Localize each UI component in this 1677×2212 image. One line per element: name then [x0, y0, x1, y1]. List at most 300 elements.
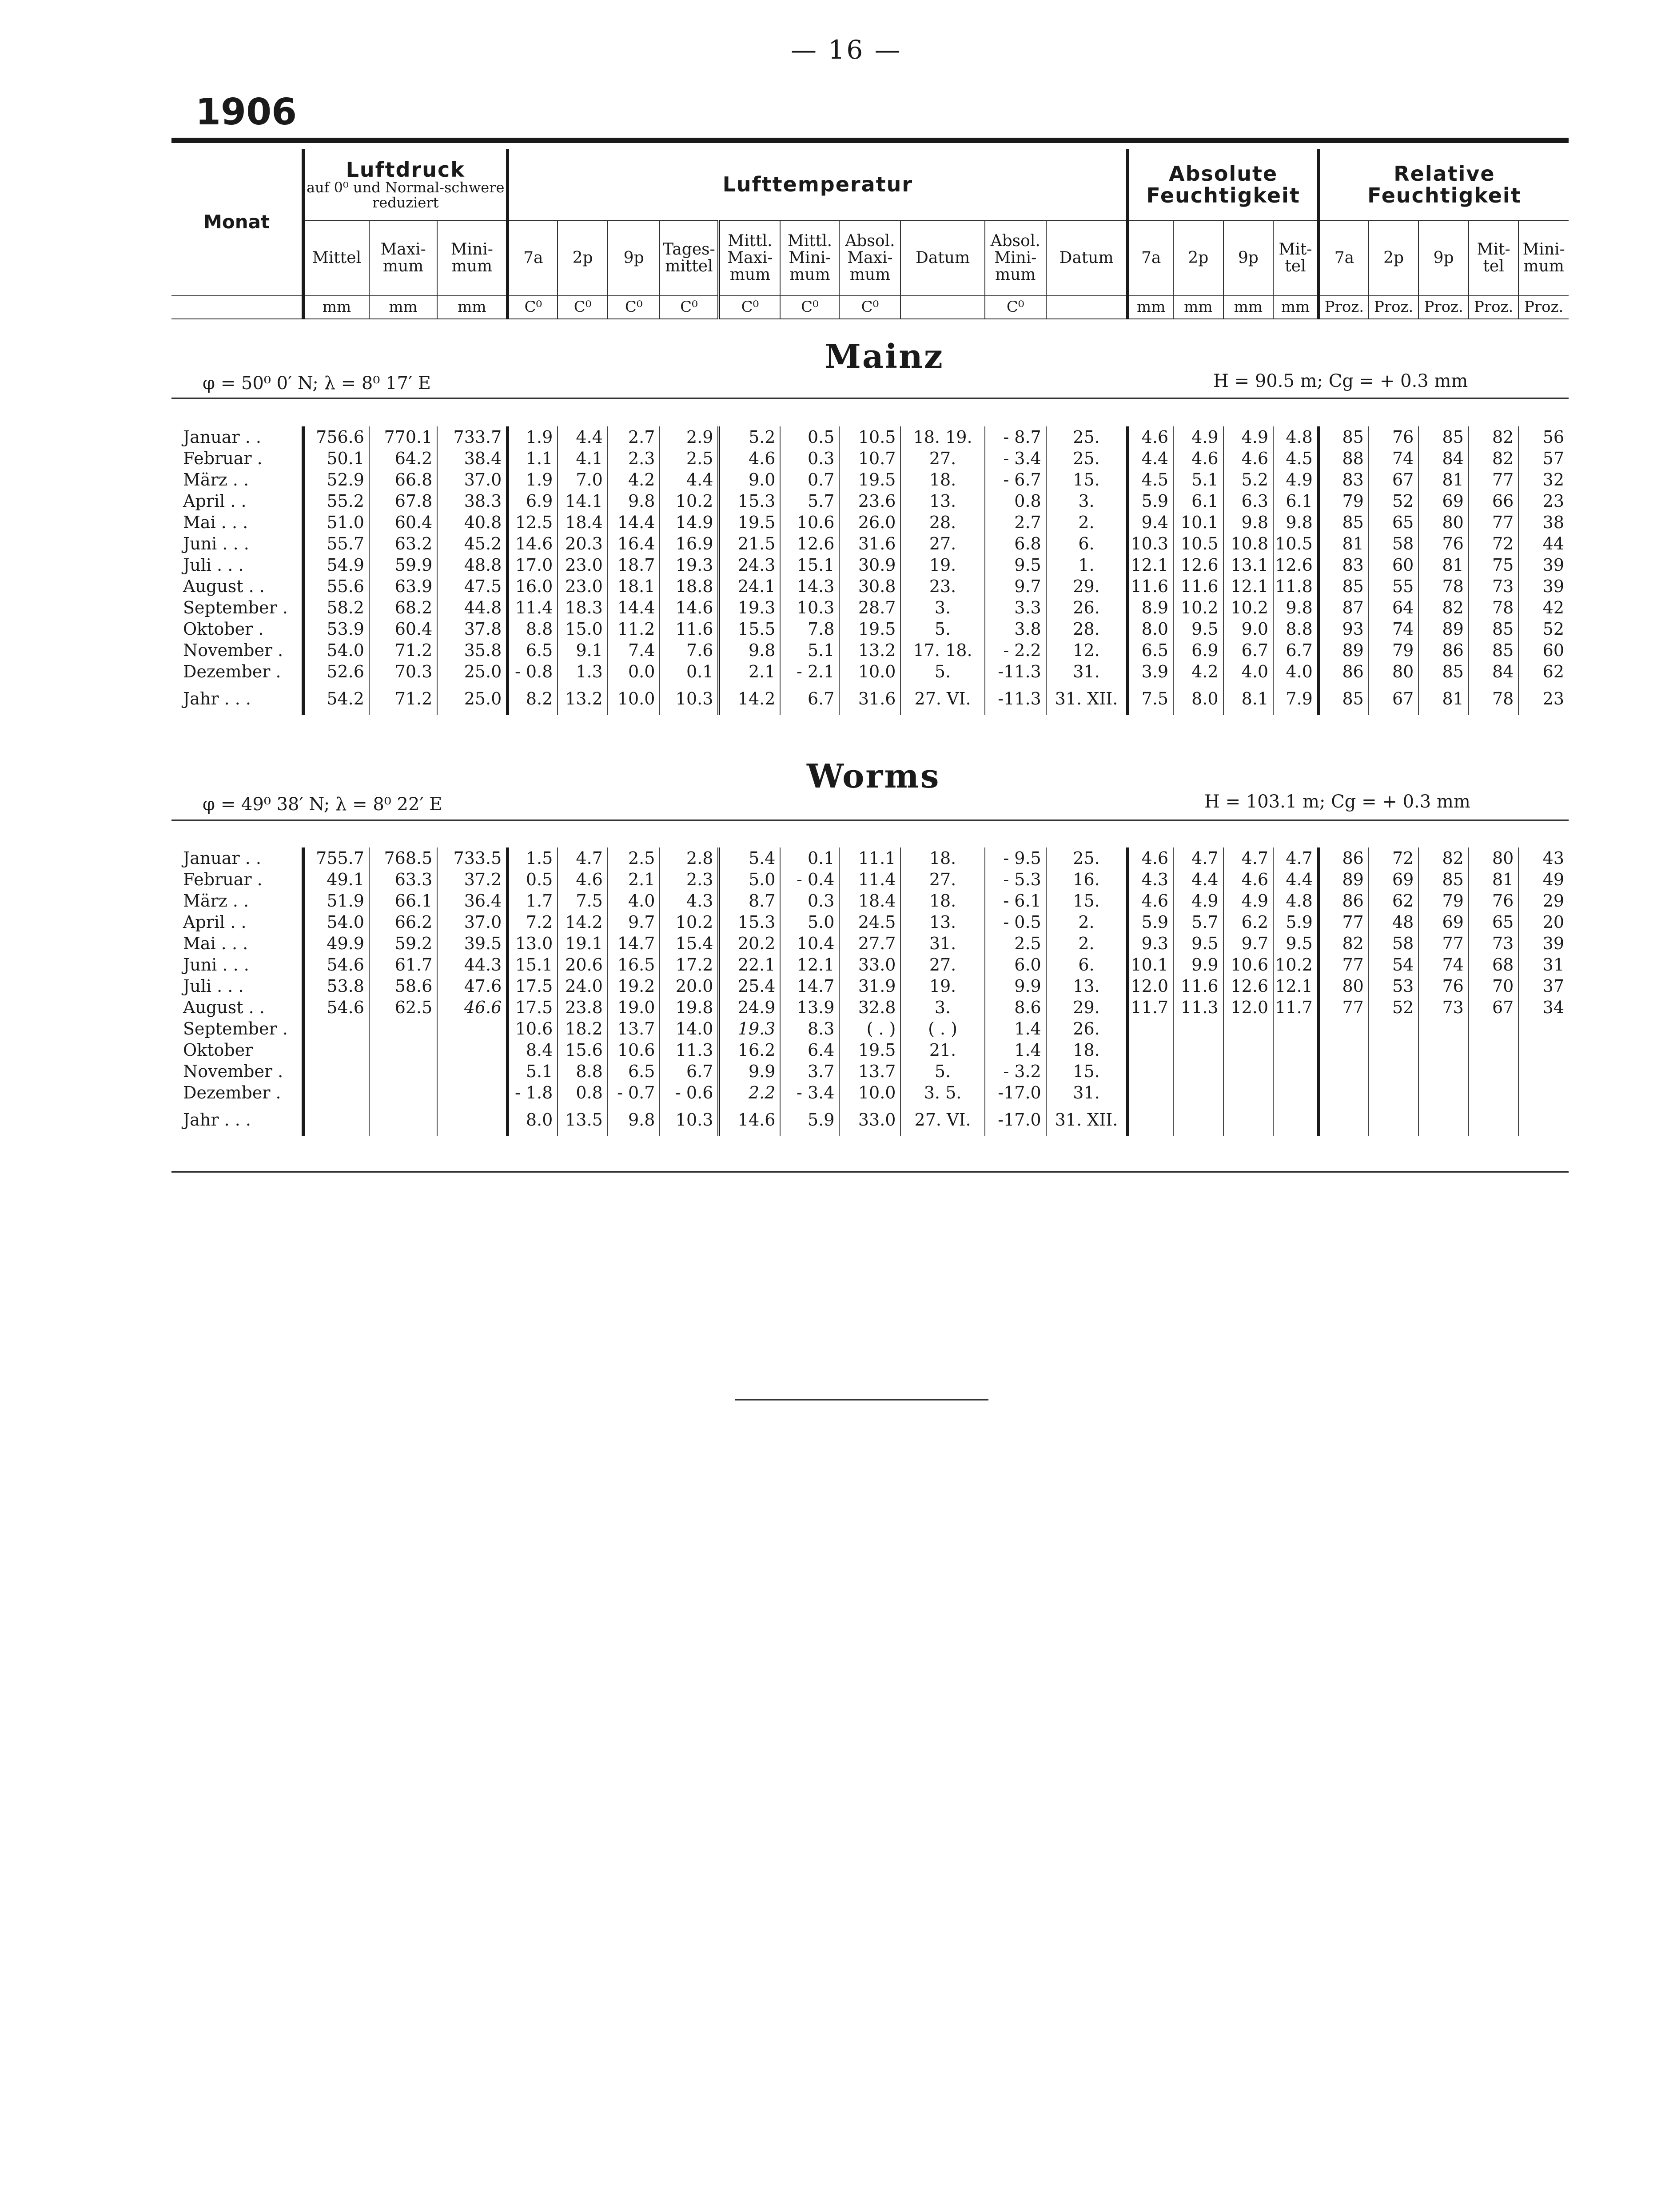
- table-cell: 9.8: [1273, 512, 1318, 533]
- table-cell: 19.8: [660, 997, 719, 1018]
- unit-label: Proz.: [1369, 296, 1419, 319]
- table-cell: 9.1: [558, 640, 608, 661]
- column-header: Mini-mum: [1518, 220, 1569, 296]
- table-cell: 51.9: [303, 890, 369, 911]
- table-cell: 19.: [900, 554, 984, 576]
- table-cell: 4.9: [1173, 890, 1223, 911]
- table-cell: 57: [1518, 448, 1569, 469]
- table-cell: 52.6: [303, 661, 369, 682]
- table-cell: 21.: [900, 1039, 984, 1061]
- table-cell: 13.5: [558, 1103, 608, 1136]
- table-cell: 2.1: [608, 869, 660, 890]
- table-cell: 5.7: [780, 490, 839, 512]
- table-cell: 44.8: [437, 597, 508, 618]
- table-cell: 85: [1469, 640, 1519, 661]
- table-cell: 14.3: [780, 576, 839, 597]
- table-row: [171, 512, 1569, 533]
- table-cell: 25.0: [437, 661, 508, 682]
- table-cell: 77: [1318, 911, 1369, 933]
- table-cell: 1.3: [558, 661, 608, 682]
- month-label: November .: [183, 641, 283, 660]
- table-cell: 13.7: [608, 1018, 660, 1039]
- table-cell: 4.2: [1173, 661, 1223, 682]
- table-cell: 0.5: [780, 426, 839, 448]
- table-cell: 3.8: [985, 618, 1046, 640]
- table-cell: [1223, 1039, 1274, 1061]
- table-cell: 6.5: [508, 640, 558, 661]
- table-cell: 67: [1369, 682, 1419, 715]
- station-title-worms: Worms: [807, 757, 940, 796]
- table-cell: 52: [1369, 490, 1419, 512]
- table-cell: 25.: [1046, 448, 1128, 469]
- table-cell: 27.: [900, 448, 984, 469]
- table-cell: 8.2: [508, 682, 558, 715]
- table-cell: 65: [1369, 512, 1419, 533]
- table-cell: 10.3: [780, 597, 839, 618]
- table-cell: 17.2: [660, 954, 719, 975]
- table-cell: 54.6: [303, 997, 369, 1018]
- table-cell: 4.7: [558, 847, 608, 869]
- table-cell: 28.: [1046, 618, 1128, 640]
- table-cell: 60: [1369, 554, 1419, 576]
- table-row: [171, 597, 1569, 618]
- table-cell: 5.1: [1173, 469, 1223, 490]
- table-cell: 23.8: [558, 997, 608, 1018]
- table-cell: 8.6: [985, 997, 1046, 1018]
- table-cell: 36.4: [437, 890, 508, 911]
- column-header: Mit-tel: [1469, 220, 1519, 296]
- table-cell: [1223, 1061, 1274, 1082]
- table-cell: [1273, 1082, 1318, 1103]
- table-cell: 12.6: [780, 533, 839, 554]
- table-cell: 84: [1469, 661, 1519, 682]
- table-cell: 8.0: [1128, 618, 1173, 640]
- table-cell: [437, 1018, 508, 1039]
- table-cell: 62.5: [369, 997, 437, 1018]
- table-cell: 37: [1518, 975, 1569, 997]
- table-cell: [1518, 1082, 1569, 1103]
- table-cell: [1173, 1061, 1223, 1082]
- table-row: [171, 426, 1569, 448]
- table-cell: 9.7: [985, 576, 1046, 597]
- table-cell: 18.: [900, 469, 984, 490]
- table-cell: 4.6: [1128, 847, 1173, 869]
- table-cell: 18.7: [608, 554, 660, 576]
- table-cell: 85: [1318, 682, 1369, 715]
- table-cell: 59.9: [369, 554, 437, 576]
- table-cell: 6.8: [985, 533, 1046, 554]
- month-label: September .: [183, 1019, 288, 1038]
- table-cell: 0.1: [780, 847, 839, 869]
- table-cell: 85: [1418, 661, 1469, 682]
- table-cell: 31.6: [839, 682, 900, 715]
- station-elevation-worms: H = 103.1 m; Cg = + 0.3 mm: [1204, 792, 1470, 812]
- table-cell: 28.7: [839, 597, 900, 618]
- table-cell: 12.0: [1128, 975, 1173, 997]
- table-cell: 8.4: [508, 1039, 558, 1061]
- table-cell: 4.4: [1173, 869, 1223, 890]
- table-cell: 52.9: [303, 469, 369, 490]
- table-cell: 6.7: [780, 682, 839, 715]
- table-cell: 1.4: [985, 1018, 1046, 1039]
- table-cell: 8.0: [508, 1103, 558, 1136]
- header-relative-feuchtigkeit: Relative Feuchtigkeit: [1318, 149, 1569, 220]
- table-cell: 6.7: [1223, 640, 1274, 661]
- column-header: Datum: [1046, 220, 1128, 296]
- unit-label: C⁰: [839, 296, 900, 319]
- table-cell: 28.: [900, 512, 984, 533]
- table-cell: 78: [1469, 682, 1519, 715]
- unit-label: mm: [369, 296, 437, 319]
- table-cell: [1128, 1018, 1173, 1039]
- table-cell: 14.2: [558, 911, 608, 933]
- table-cell: [1173, 1018, 1223, 1039]
- table-cell: 20.3: [558, 533, 608, 554]
- table-cell: 10.6: [1223, 954, 1274, 975]
- year-label: 1906: [195, 91, 297, 133]
- section-rule: [171, 398, 1569, 399]
- table-cell: 49.9: [303, 933, 369, 954]
- table-cell: 16.5: [608, 954, 660, 975]
- table-cell: [1223, 1018, 1274, 1039]
- table-cell: 4.0: [1273, 661, 1318, 682]
- table-cell: 14.9: [660, 512, 719, 533]
- column-header: Mit-tel: [1273, 220, 1318, 296]
- table-cell: 13.7: [839, 1061, 900, 1082]
- table-cell: 54.9: [303, 554, 369, 576]
- table-cell: 85: [1418, 426, 1469, 448]
- table-cell: 5.: [900, 618, 984, 640]
- month-label: Juni . . .: [183, 534, 249, 553]
- table-cell: 4.2: [608, 469, 660, 490]
- table-cell: [1173, 1103, 1223, 1136]
- table-cell: [1518, 1061, 1569, 1082]
- table-cell: 6.1: [1273, 490, 1318, 512]
- table-cell: 54.0: [303, 911, 369, 933]
- month-label: Mai . . .: [183, 934, 248, 953]
- table-cell: 10.2: [1273, 954, 1318, 975]
- table-cell: 2.7: [985, 512, 1046, 533]
- table-cell: 9.9: [1173, 954, 1223, 975]
- table-cell: 20.6: [558, 954, 608, 975]
- table-cell: 4.1: [558, 448, 608, 469]
- unit-label: Proz.: [1469, 296, 1519, 319]
- table-cell: 5.7: [1173, 911, 1223, 933]
- table-cell: 74: [1369, 448, 1419, 469]
- table-cell: 9.5: [985, 554, 1046, 576]
- column-header: 7a: [508, 220, 558, 296]
- table-cell: 42: [1518, 597, 1569, 618]
- table-cell: 18. 19.: [900, 426, 984, 448]
- table-cell: 20.0: [660, 975, 719, 997]
- station-elevation-mainz: H = 90.5 m; Cg = + 0.3 mm: [1213, 371, 1468, 391]
- table-cell: 19.1: [558, 933, 608, 954]
- table-cell: 0.0: [608, 661, 660, 682]
- table-cell: 9.7: [1223, 933, 1274, 954]
- table-cell: 2.1: [719, 661, 780, 682]
- table-cell: 47.6: [437, 975, 508, 997]
- unit-label: Proz.: [1518, 296, 1569, 319]
- table-cell: 37.2: [437, 869, 508, 890]
- table-cell: 2.5: [985, 933, 1046, 954]
- table-cell: 19.3: [660, 554, 719, 576]
- month-label: Oktober .: [183, 619, 264, 639]
- table-cell: 19.3: [719, 597, 780, 618]
- table-cell: 10.2: [660, 490, 719, 512]
- table-cell: 53.9: [303, 618, 369, 640]
- table-cell: 0.5: [508, 869, 558, 890]
- table-cell: 15.1: [780, 554, 839, 576]
- unit-label: Proz.: [1318, 296, 1369, 319]
- table-cell: [437, 1103, 508, 1136]
- table-cell: - 3.4: [780, 1082, 839, 1103]
- data-table-worms: [171, 847, 1569, 1136]
- table-row: [171, 890, 1569, 911]
- table-cell: 4.0: [608, 890, 660, 911]
- table-cell: 7.4: [608, 640, 660, 661]
- table-row: [171, 533, 1569, 554]
- table-cell: - 5.3: [985, 869, 1046, 890]
- column-header: Mini-mum: [437, 220, 508, 296]
- table-cell: - 0.8: [508, 661, 558, 682]
- table-cell: 44.3: [437, 954, 508, 975]
- table-cell: 38.4: [437, 448, 508, 469]
- table-cell: 39: [1518, 554, 1569, 576]
- station-coords-mainz: φ = 50⁰ 0′ N; λ = 8⁰ 17′ E: [203, 373, 431, 394]
- section-rule: [171, 820, 1569, 821]
- table-cell: 3.: [900, 597, 984, 618]
- table-cell: [1128, 1061, 1173, 1082]
- table-cell: -17.0: [985, 1103, 1046, 1136]
- table-cell: 4.5: [1273, 448, 1318, 469]
- table-cell: 18.: [1046, 1039, 1128, 1061]
- table-cell: 85: [1318, 512, 1369, 533]
- table-row: [171, 1018, 1569, 1039]
- table-cell: 9.8: [1223, 512, 1274, 533]
- table-cell: 86: [1318, 847, 1369, 869]
- table-cell: 24.1: [719, 576, 780, 597]
- table-cell: 7.5: [558, 890, 608, 911]
- table-cell: 4.5: [1128, 469, 1173, 490]
- table-cell: 53.8: [303, 975, 369, 997]
- table-cell: 39: [1518, 933, 1569, 954]
- table-cell: 35.8: [437, 640, 508, 661]
- table-cell: - 1.8: [508, 1082, 558, 1103]
- table-cell: 61.7: [369, 954, 437, 975]
- table-cell: 23.0: [558, 554, 608, 576]
- table-cell: 0.3: [780, 890, 839, 911]
- table-cell: -17.0: [985, 1082, 1046, 1103]
- table-cell: 8.1: [1223, 682, 1274, 715]
- table-cell: 15.3: [719, 490, 780, 512]
- table-cell: 756.6: [303, 426, 369, 448]
- table-cell: 31.: [1046, 1082, 1128, 1103]
- table-cell: 54.2: [303, 682, 369, 715]
- table-cell: 9.9: [985, 975, 1046, 997]
- table-cell: 8.3: [780, 1018, 839, 1039]
- table-cell: 17.5: [508, 997, 558, 1018]
- table-cell: 58.6: [369, 975, 437, 997]
- month-label: Februar .: [183, 449, 263, 468]
- table-cell: 85: [1469, 618, 1519, 640]
- table-cell: 26.0: [839, 512, 900, 533]
- table-cell: [1173, 1082, 1223, 1103]
- table-cell: 77: [1318, 997, 1369, 1018]
- table-cell: 27.: [900, 533, 984, 554]
- table-cell: - 3.4: [985, 448, 1046, 469]
- table-cell: 9.8: [1273, 597, 1318, 618]
- table-cell: [1469, 1018, 1519, 1039]
- table-cell: 13.: [900, 490, 984, 512]
- table-cell: 24.0: [558, 975, 608, 997]
- table-cell: 19.0: [608, 997, 660, 1018]
- month-label: März . .: [183, 891, 249, 911]
- table-cell: 0.3: [780, 448, 839, 469]
- table-cell: 73: [1418, 997, 1469, 1018]
- column-header: 2p: [1173, 220, 1223, 296]
- table-cell: 79: [1318, 490, 1369, 512]
- table-cell: 67: [1469, 997, 1519, 1018]
- table-cell: 5.2: [1223, 469, 1274, 490]
- table-row: [171, 469, 1569, 490]
- header-absolute-feuchtigkeit: Absolute Feuchtigkeit: [1128, 149, 1319, 220]
- table-cell: - 6.7: [985, 469, 1046, 490]
- table-cell: 9.0: [1223, 618, 1274, 640]
- table-cell: 31. XII.: [1046, 682, 1128, 715]
- table-cell: 12.1: [1128, 554, 1173, 576]
- unit-label: C⁰: [985, 296, 1046, 319]
- table-cell: 25.0: [437, 682, 508, 715]
- table-cell: 10.3: [660, 682, 719, 715]
- table-cell: 14.4: [608, 597, 660, 618]
- table-cell: 6.1: [1173, 490, 1223, 512]
- table-cell: 13.2: [558, 682, 608, 715]
- table-cell: 4.8: [1273, 890, 1318, 911]
- table-cell: 4.8: [1273, 426, 1318, 448]
- table-cell: [369, 1018, 437, 1039]
- table-cell: 13.: [900, 911, 984, 933]
- table-cell: 13.0: [508, 933, 558, 954]
- table-cell: 54: [1369, 954, 1419, 975]
- unit-label: C⁰: [660, 296, 719, 319]
- table-cell: 69: [1418, 911, 1469, 933]
- table-cell: 80: [1469, 847, 1519, 869]
- table-cell: [1418, 1061, 1469, 1082]
- table-cell: 3.: [1046, 490, 1128, 512]
- table-cell: 4.6: [1173, 448, 1223, 469]
- table-cell: 87: [1318, 597, 1369, 618]
- column-header: Mittl. Maxi-mum: [719, 220, 780, 296]
- month-label: Jahr . . .: [183, 689, 251, 708]
- table-row: [171, 640, 1569, 661]
- table-cell: 6.: [1046, 533, 1128, 554]
- table-cell: 5.: [900, 1061, 984, 1082]
- table-cell: 55.6: [303, 576, 369, 597]
- header-luftdruck: [303, 149, 508, 220]
- table-cell: 58: [1369, 933, 1419, 954]
- column-header: Mittel: [303, 220, 369, 296]
- table-cell: 77: [1469, 512, 1519, 533]
- table-cell: 16.4: [608, 533, 660, 554]
- table-cell: [1369, 1018, 1419, 1039]
- month-label: März . .: [183, 470, 249, 489]
- table-cell: 63.2: [369, 533, 437, 554]
- table-cell: 11.4: [508, 597, 558, 618]
- table-cell: 16.0: [508, 576, 558, 597]
- table-cell: 44: [1518, 533, 1569, 554]
- station-coords-worms: φ = 49⁰ 38′ N; λ = 8⁰ 22′ E: [203, 794, 442, 815]
- table-cell: 20: [1518, 911, 1569, 933]
- month-label: Oktober: [183, 1040, 253, 1060]
- table-cell: 0.7: [780, 469, 839, 490]
- table-cell: 6.9: [1173, 640, 1223, 661]
- table-cell: 49: [1518, 869, 1569, 890]
- table-cell: 10.5: [1173, 533, 1223, 554]
- table-cell: 55.7: [303, 533, 369, 554]
- table-cell: [1469, 1061, 1519, 1082]
- year-total-row: [171, 1103, 1569, 1136]
- table-cell: [1369, 1061, 1419, 1082]
- table-cell: 8.9: [1128, 597, 1173, 618]
- table-cell: 24.9: [719, 997, 780, 1018]
- table-cell: 9.7: [608, 911, 660, 933]
- table-cell: 10.8: [1223, 533, 1274, 554]
- table-row: [171, 618, 1569, 640]
- table-cell: 71.2: [369, 640, 437, 661]
- table-cell: 2.: [1046, 933, 1128, 954]
- table-cell: 6.7: [660, 1061, 719, 1082]
- table-cell: 8.8: [508, 618, 558, 640]
- table-cell: 16.9: [660, 533, 719, 554]
- table-cell: 25.: [1046, 847, 1128, 869]
- table-cell: 6.2: [1223, 911, 1274, 933]
- table-cell: 9.8: [608, 1103, 660, 1136]
- table-cell: 4.6: [1128, 426, 1173, 448]
- table-cell: [1469, 1103, 1519, 1136]
- table-cell: 9.3: [1128, 933, 1173, 954]
- table-cell: 3.7: [780, 1061, 839, 1082]
- unit-label: Proz.: [1418, 296, 1469, 319]
- table-cell: 52: [1369, 997, 1419, 1018]
- table-cell: 15.5: [719, 618, 780, 640]
- table-cell: [369, 1082, 437, 1103]
- table-row: [171, 1082, 1569, 1103]
- table-cell: 27.7: [839, 933, 900, 954]
- table-cell: 58.2: [303, 597, 369, 618]
- table-cell: [1369, 1039, 1419, 1061]
- month-label: November .: [183, 1062, 283, 1081]
- table-cell: [1469, 1039, 1519, 1061]
- table-cell: 12.1: [780, 954, 839, 975]
- table-cell: 68: [1469, 954, 1519, 975]
- table-cell: 9.0: [719, 469, 780, 490]
- table-cell: 80: [1418, 512, 1469, 533]
- table-cell: 733.5: [437, 847, 508, 869]
- table-cell: 5.0: [780, 911, 839, 933]
- unit-label: C⁰: [719, 296, 780, 319]
- table-cell: 7.2: [508, 911, 558, 933]
- table-cell: 88: [1318, 448, 1369, 469]
- month-label: Januar . .: [183, 848, 261, 868]
- table-cell: 2.: [1046, 512, 1128, 533]
- table-cell: 7.9: [1273, 682, 1318, 715]
- table-row: [171, 554, 1569, 576]
- table-cell: 18.4: [839, 890, 900, 911]
- table-cell: 69: [1369, 869, 1419, 890]
- table-cell: 63.3: [369, 869, 437, 890]
- table-cell: 23.0: [558, 576, 608, 597]
- table-cell: 24.5: [839, 911, 900, 933]
